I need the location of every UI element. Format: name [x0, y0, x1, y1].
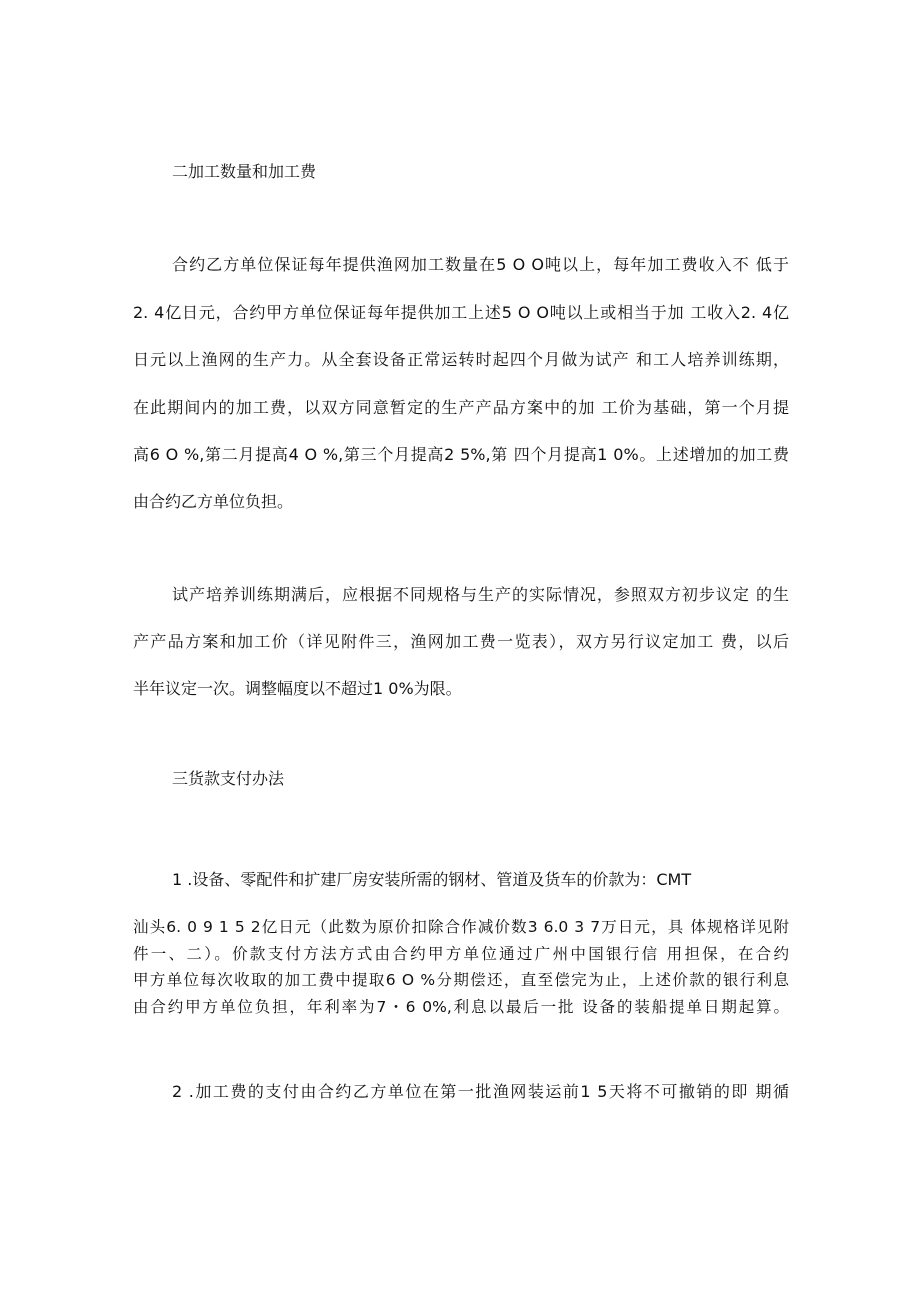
- section-heading-payment: 三货款支付办法: [172, 769, 285, 788]
- paragraph-line: 在此期间内的加工费，以双方同意暂定的生产产品方案中的加 工价为基础，第一个月提: [133, 398, 789, 417]
- paragraph-line: 1 .设备、零配件和扩建厂房安装所需的钢材、管道及货车的价款为：CMT: [172, 870, 692, 889]
- paragraph-line: 合约乙方单位保证每年提供渔网加工数量在5 O O吨以上，每年加工费收入不 低于: [172, 255, 789, 274]
- paragraph-line: 日元以上渔网的生产力。从全套设备正常运转时起四个月做为试产 和工人培养训练期，: [133, 350, 789, 369]
- paragraph-line: 2 .加工费的支付由合约乙方单位在第一批渔网装运前1 5天将不可撤销的即 期循: [172, 1082, 789, 1101]
- paragraph-line: 产产品方案和加工价（详见附件三，渔网加工费一览表），双方另行议定加工 费，以后: [133, 632, 789, 651]
- paragraph-line: 2. 4亿日元，合约甲方单位保证每年提供加工上述5 O O吨以上或相当于加 工收入2. 4亿: [133, 303, 789, 322]
- section-heading-processing: 二加工数量和加工费: [172, 162, 317, 181]
- paragraph-line: 汕头6. 0 9 1 5 2亿日元（此数为原价扣除合作减价数3 6.0 3 7万日元，具 体规格详见附: [133, 918, 789, 936]
- paragraph-line: 甲方单位每次收取的加工费中提取6 O %分期偿还，直至偿完为止，上述价款的银行利息: [133, 971, 789, 989]
- paragraph-line: 半年议定一次。调整幅度以不超过1 0%为限。: [133, 679, 462, 698]
- paragraph-line: 件一、二）。价款支付方法方式由合约甲方单位通过广州中国银行信 用担保，在合约: [133, 945, 789, 963]
- paragraph-line: 由合约乙方单位负担。: [133, 492, 294, 511]
- paragraph-line: 高6 O %,第二月提高4 O %,第三个月提高2 5%,第 四个月提高1 0%。上述增加的加工费: [133, 445, 789, 464]
- paragraph-line: 试产培养训练期满后，应根据不同规格与生产的实际情况，参照双方初步议定 的生: [172, 585, 789, 604]
- paragraph-line: 由合约甲方单位负担，年利率为7・6 0%,利息以最后一批 设备的装船提单日期起算。: [133, 998, 789, 1016]
